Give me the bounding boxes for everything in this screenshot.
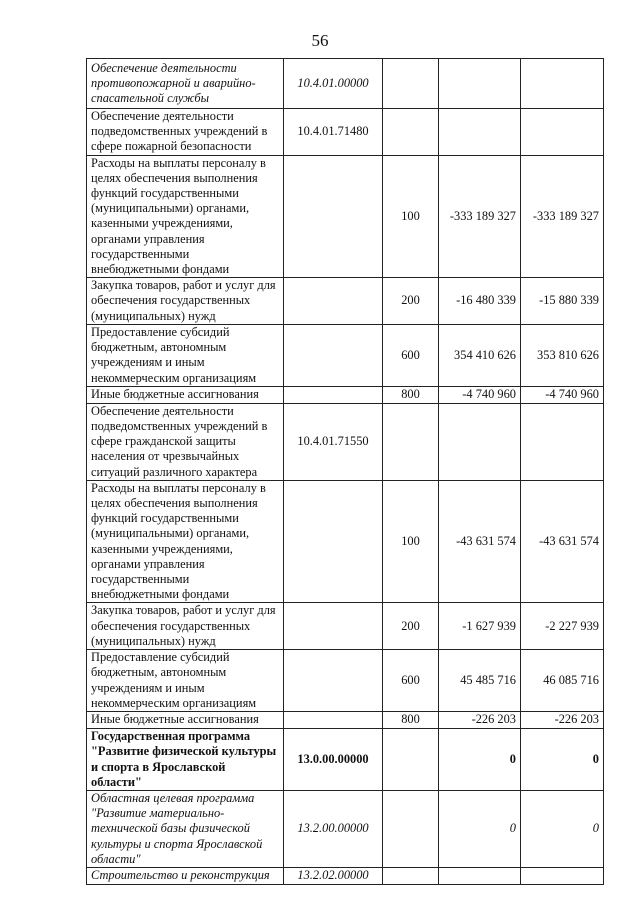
row-name: Закупка товаров, работ и услуг для обеспечения государственных (муниципальных) нужд [87,278,284,325]
table-row [87,712,604,729]
row-amount-2: 353 810 626 [521,324,604,386]
row-amount-2: -226 203 [521,712,604,729]
row-amount-1 [439,109,521,156]
row-amount-1: -226 203 [439,712,521,729]
row-amount-2: -2 227 939 [521,603,604,650]
row-code [284,712,383,729]
row-name: Обеспечение деятельности подведомственных учреждений в сфере пожарной безопасности [87,109,284,156]
row-expense-type [383,403,439,480]
row-amount-2 [521,867,604,884]
table-row [87,729,604,791]
row-amount-2: 0 [521,790,604,867]
row-amount-2 [521,403,604,480]
budget-table-body [87,59,604,885]
row-amount-2: 0 [521,729,604,791]
row-code [284,650,383,712]
row-expense-type [383,867,439,884]
row-amount-2: 46 085 716 [521,650,604,712]
row-code: 10.4.01.00000 [284,59,383,109]
row-amount-1: 354 410 626 [439,324,521,386]
row-amount-1: 0 [439,729,521,791]
row-code: 10.4.01.71550 [284,403,383,480]
table-row [87,278,604,325]
row-code: 10.4.01.71480 [284,109,383,156]
row-expense-type: 100 [383,480,439,603]
row-name: Иные бюджетные ассигнования [87,386,284,403]
row-code [284,278,383,325]
row-name: Закупка товаров, работ и услуг для обеспечения государственных (муниципальных) нужд [87,603,284,650]
row-expense-type: 800 [383,386,439,403]
table-row [87,603,604,650]
table-row [87,109,604,156]
row-code [284,480,383,603]
row-name: Строительство и реконструкция [87,867,284,884]
row-amount-2 [521,59,604,109]
row-name: Расходы на выплаты персоналу в целях обеспечения выполнения функций государственными (муниципальными) органами, казенными учреждениями, органами управления государственными внебюджетными фондами [87,155,284,278]
row-amount-1: 0 [439,790,521,867]
table-row [87,480,604,603]
table-row [87,867,604,884]
row-expense-type: 200 [383,603,439,650]
row-expense-type [383,59,439,109]
table-row [87,59,604,109]
row-amount-1 [439,403,521,480]
budget-table [86,58,604,885]
row-name: Иные бюджетные ассигнования [87,712,284,729]
table-row [87,650,604,712]
row-code [284,155,383,278]
row-expense-type: 600 [383,324,439,386]
row-name: Обеспечение деятельности противопожарной и аварийно-спасательной службы [87,59,284,109]
row-name: Предоставление субсидий бюджетным, автономным учреждениям и иным некоммерческим организациям [87,324,284,386]
row-expense-type: 100 [383,155,439,278]
row-amount-1: -16 480 339 [439,278,521,325]
table-row [87,386,604,403]
row-code [284,324,383,386]
row-amount-2: -4 740 960 [521,386,604,403]
row-name: Государственная программа "Развитие физической культуры и спорта в Ярославской области" [87,729,284,791]
row-amount-1: 45 485 716 [439,650,521,712]
page-number: 56 [311,31,329,50]
row-expense-type: 800 [383,712,439,729]
row-expense-type [383,790,439,867]
row-amount-1: -4 740 960 [439,386,521,403]
row-code: 13.0.00.00000 [284,729,383,791]
row-amount-1 [439,59,521,109]
row-amount-1 [439,867,521,884]
row-name: Расходы на выплаты персоналу в целях обеспечения выполнения функций государственными (муниципальными) органами, казенными учреждениями, органами управления государственными внебюджетными фондами [87,480,284,603]
row-code: 13.2.02.00000 [284,867,383,884]
table-row [87,324,604,386]
row-name: Предоставление субсидий бюджетным, автономным учреждениям и иным некоммерческим организациям [87,650,284,712]
row-amount-2 [521,109,604,156]
row-code: 13.2.00.00000 [284,790,383,867]
table-row [87,155,604,278]
row-amount-1: -1 627 939 [439,603,521,650]
row-amount-2: -43 631 574 [521,480,604,603]
table-row [87,403,604,480]
row-expense-type: 600 [383,650,439,712]
row-code [284,603,383,650]
row-amount-1: -333 189 327 [439,155,521,278]
row-expense-type [383,729,439,791]
row-name: Обеспечение деятельности подведомственных учреждений в сфере гражданской защиты населения от чрезвычайных ситуаций различного характера [87,403,284,480]
row-expense-type [383,109,439,156]
row-amount-1: -43 631 574 [439,480,521,603]
row-amount-2: -15 880 339 [521,278,604,325]
row-expense-type: 200 [383,278,439,325]
table-row [87,790,604,867]
row-name: Областная целевая программа "Развитие материально-технической базы физической культуры и спорта Ярославской области" [87,790,284,867]
row-amount-2: -333 189 327 [521,155,604,278]
row-code [284,386,383,403]
